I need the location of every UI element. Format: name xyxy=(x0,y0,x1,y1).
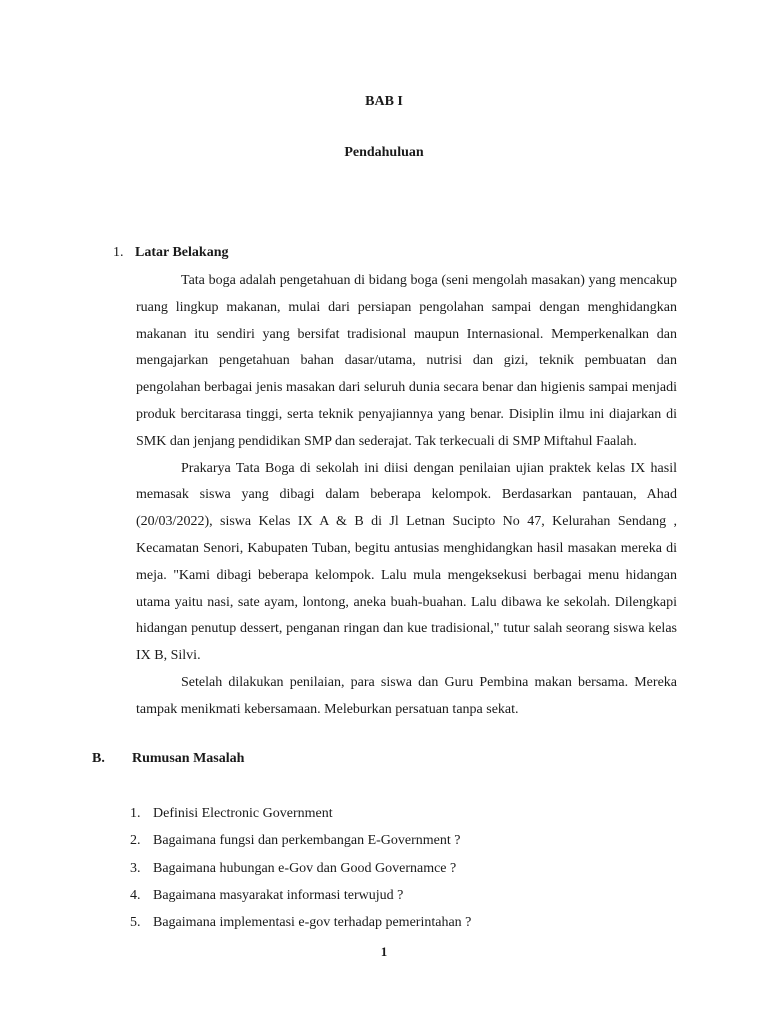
section-title: Rumusan Masalah xyxy=(132,751,245,766)
list-item-number: 3. xyxy=(130,860,141,876)
paragraph: Tata boga adalah pengetahuan di bidang boga (seni mengolah masakan) yang mencakup ruang lingkup makanan, mulai dari persiapan pengolahan sampai dengan menghidangkan makanan itu sendiri yang bersifat tradisional maupun Internasional. Memperkenalkan dan mengajarkan pengetahuan bahan dasar/utama, nutrisi dan gizi, teknik pembuatan dan pengolahan berbagai jenis masakan dari seluruh dunia secara benar dan higienis sampai menjadi produk bercitarasa tinggi, serta teknik penyajiannya yang benar. Disiplin ilmu ini diajarkan di SMK dan jenjang pendidikan SMP dan sederajat. Tak terkecuali di SMP Miftahul Faalah. xyxy=(136,273,677,449)
list-item xyxy=(130,912,471,939)
paragraph: Prakarya Tata Boga di sekolah ini diisi dengan penilaian ujian praktek kelas IX hasil memasak siswa yang dibagi dalam beberapa kelompok. Berdasarkan pantauan, Ahad (20/03/2022), siswa Kelas IX A & B di Jl Letnan Sucipto No 47, Kelurahan Sendang , Kecamatan Senori, Kabupaten Tuban, begitu antusias menghidangkan hasil masakan mereka di meja. "Kami dibagi beberapa kelompok. Lalu mula mengeksekusi berbagai menu hidangan utama yaitu nasi, sate ayam, lontong, aneka buah-buahan. Lalu dibawa ke sekolah. Dilengkapi hidangan penutup dessert, penganan ringan dan kue tradisional," tutur salah seorang siswa kelas IX B, Silvi. xyxy=(136,460,677,664)
list-item-number: 1. xyxy=(130,806,141,821)
page-number: 1 xyxy=(380,944,388,959)
section-letter: B. xyxy=(92,751,105,766)
section-heading-latar-belakang xyxy=(113,245,228,261)
list-item-text: Bagaimana implementasi e-gov terhadap pemerintahan ? xyxy=(153,915,472,931)
list-item xyxy=(130,885,471,912)
section-title: Latar Belakang xyxy=(135,245,229,260)
list-item xyxy=(130,830,471,857)
list-item-text: Bagaimana hubungan e-Gov dan Good Governamce ? xyxy=(153,860,457,876)
paragraph: Setelah dilakukan penilaian, para siswa dan Guru Pembina makan bersama. Mereka tampak menikmati kebersamaan. Meleburkan persatuan tanpa sekat. xyxy=(136,674,677,717)
question-list xyxy=(130,803,471,939)
section-body xyxy=(136,268,677,724)
list-item-number: 4. xyxy=(130,887,141,903)
list-item-text: Definisi Electronic Government xyxy=(153,806,333,821)
list-item-text: Bagaimana fungsi dan perkembangan E-Government ? xyxy=(153,833,461,849)
list-item xyxy=(130,858,471,885)
list-item-number: 5. xyxy=(130,915,141,931)
chapter-subtitle: Pendahuluan xyxy=(344,145,424,160)
chapter-heading: BAB I xyxy=(365,94,403,109)
list-item-number: 2. xyxy=(130,833,141,849)
section-number: 1. xyxy=(113,245,124,260)
list-item xyxy=(130,803,471,830)
list-item-text: Bagaimana masyarakat informasi terwujud ? xyxy=(153,887,404,903)
section-heading-rumusan-masalah xyxy=(92,751,244,767)
